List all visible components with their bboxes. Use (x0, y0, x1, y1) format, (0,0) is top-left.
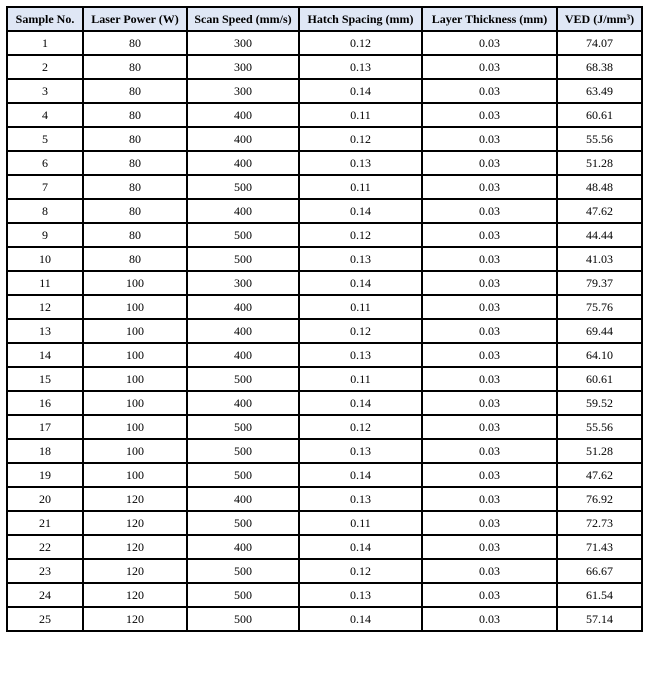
laser-power-cell: 100 (83, 343, 187, 367)
column-header-scan-speed: Scan Speed (mm/s) (187, 7, 299, 31)
table-row (7, 79, 642, 103)
layer-thickness-cell: 0.03 (422, 391, 557, 415)
scan-speed-cell: 500 (187, 439, 299, 463)
scan-speed-cell: 400 (187, 487, 299, 511)
scan-speed-cell: 500 (187, 415, 299, 439)
scan-speed-cell: 400 (187, 127, 299, 151)
ved-cell: 51.28 (557, 151, 642, 175)
table-row (7, 127, 642, 151)
hatch-spacing-cell: 0.11 (299, 175, 422, 199)
layer-thickness-cell: 0.03 (422, 271, 557, 295)
table-row (7, 415, 642, 439)
sample-no-cell: 1 (7, 31, 83, 55)
laser-power-cell: 80 (83, 103, 187, 127)
table-row (7, 271, 642, 295)
laser-power-cell: 120 (83, 487, 187, 511)
layer-thickness-cell: 0.03 (422, 439, 557, 463)
layer-thickness-cell: 0.03 (422, 607, 557, 631)
ved-cell: 55.56 (557, 127, 642, 151)
header-row (7, 7, 642, 31)
table-row (7, 247, 642, 271)
scan-speed-cell: 400 (187, 103, 299, 127)
laser-power-cell: 120 (83, 535, 187, 559)
sample-no-cell: 14 (7, 343, 83, 367)
ved-cell: 68.38 (557, 55, 642, 79)
table-row (7, 535, 642, 559)
scan-speed-cell: 300 (187, 31, 299, 55)
layer-thickness-cell: 0.03 (422, 127, 557, 151)
ved-cell: 51.28 (557, 439, 642, 463)
parameters-table-container (6, 6, 643, 632)
ved-cell: 44.44 (557, 223, 642, 247)
laser-power-cell: 100 (83, 319, 187, 343)
sample-no-cell: 25 (7, 607, 83, 631)
table-row (7, 343, 642, 367)
ved-cell: 60.61 (557, 367, 642, 391)
scan-speed-cell: 500 (187, 511, 299, 535)
hatch-spacing-cell: 0.11 (299, 295, 422, 319)
table-row (7, 391, 642, 415)
scan-speed-cell: 500 (187, 583, 299, 607)
scan-speed-cell: 400 (187, 199, 299, 223)
hatch-spacing-cell: 0.11 (299, 367, 422, 391)
laser-power-cell: 80 (83, 31, 187, 55)
sample-no-cell: 22 (7, 535, 83, 559)
scan-speed-cell: 400 (187, 295, 299, 319)
layer-thickness-cell: 0.03 (422, 415, 557, 439)
sample-no-cell: 9 (7, 223, 83, 247)
layer-thickness-cell: 0.03 (422, 343, 557, 367)
sample-no-cell: 2 (7, 55, 83, 79)
hatch-spacing-cell: 0.14 (299, 463, 422, 487)
table-row (7, 31, 642, 55)
laser-power-cell: 100 (83, 367, 187, 391)
laser-power-cell: 80 (83, 127, 187, 151)
layer-thickness-cell: 0.03 (422, 583, 557, 607)
scan-speed-cell: 400 (187, 151, 299, 175)
sample-no-cell: 19 (7, 463, 83, 487)
laser-power-cell: 80 (83, 199, 187, 223)
laser-power-cell: 100 (83, 271, 187, 295)
scan-speed-cell: 400 (187, 319, 299, 343)
sample-no-cell: 20 (7, 487, 83, 511)
scan-speed-cell: 500 (187, 175, 299, 199)
laser-power-cell: 100 (83, 295, 187, 319)
column-header-hatch-spacing: Hatch Spacing (mm) (299, 7, 422, 31)
table-row (7, 511, 642, 535)
laser-power-cell: 120 (83, 559, 187, 583)
sample-no-cell: 7 (7, 175, 83, 199)
process-parameters-table (6, 6, 643, 632)
ved-cell: 61.54 (557, 583, 642, 607)
ved-cell: 60.61 (557, 103, 642, 127)
layer-thickness-cell: 0.03 (422, 247, 557, 271)
sample-no-cell: 18 (7, 439, 83, 463)
hatch-spacing-cell: 0.14 (299, 607, 422, 631)
hatch-spacing-cell: 0.12 (299, 127, 422, 151)
table-row (7, 319, 642, 343)
ved-cell: 48.48 (557, 175, 642, 199)
laser-power-cell: 100 (83, 415, 187, 439)
ved-cell: 55.56 (557, 415, 642, 439)
layer-thickness-cell: 0.03 (422, 559, 557, 583)
layer-thickness-cell: 0.03 (422, 511, 557, 535)
laser-power-cell: 120 (83, 583, 187, 607)
hatch-spacing-cell: 0.13 (299, 439, 422, 463)
sample-no-cell: 3 (7, 79, 83, 103)
sample-no-cell: 6 (7, 151, 83, 175)
scan-speed-cell: 500 (187, 247, 299, 271)
sample-no-cell: 13 (7, 319, 83, 343)
layer-thickness-cell: 0.03 (422, 175, 557, 199)
laser-power-cell: 100 (83, 463, 187, 487)
sample-no-cell: 5 (7, 127, 83, 151)
table-row (7, 103, 642, 127)
table-body (7, 31, 642, 631)
sample-no-cell: 11 (7, 271, 83, 295)
layer-thickness-cell: 0.03 (422, 151, 557, 175)
layer-thickness-cell: 0.03 (422, 55, 557, 79)
sample-no-cell: 15 (7, 367, 83, 391)
layer-thickness-cell: 0.03 (422, 223, 557, 247)
laser-power-cell: 80 (83, 247, 187, 271)
hatch-spacing-cell: 0.11 (299, 103, 422, 127)
ved-cell: 69.44 (557, 319, 642, 343)
ved-cell: 47.62 (557, 199, 642, 223)
layer-thickness-cell: 0.03 (422, 367, 557, 391)
scan-speed-cell: 500 (187, 559, 299, 583)
table-row (7, 151, 642, 175)
ved-cell: 71.43 (557, 535, 642, 559)
layer-thickness-cell: 0.03 (422, 79, 557, 103)
ved-cell: 74.07 (557, 31, 642, 55)
hatch-spacing-cell: 0.13 (299, 151, 422, 175)
hatch-spacing-cell: 0.12 (299, 31, 422, 55)
ved-cell: 63.49 (557, 79, 642, 103)
laser-power-cell: 80 (83, 79, 187, 103)
table-row (7, 223, 642, 247)
scan-speed-cell: 300 (187, 55, 299, 79)
table-header (7, 7, 642, 31)
layer-thickness-cell: 0.03 (422, 487, 557, 511)
column-header-laser-power: Laser Power (W) (83, 7, 187, 31)
sample-no-cell: 4 (7, 103, 83, 127)
sample-no-cell: 23 (7, 559, 83, 583)
scan-speed-cell: 500 (187, 223, 299, 247)
table-row (7, 295, 642, 319)
column-header-layer-thickness: Layer Thickness (mm) (422, 7, 557, 31)
hatch-spacing-cell: 0.12 (299, 559, 422, 583)
sample-no-cell: 17 (7, 415, 83, 439)
hatch-spacing-cell: 0.12 (299, 319, 422, 343)
column-header-ved: VED (J/mm³) (557, 7, 642, 31)
table-row (7, 439, 642, 463)
layer-thickness-cell: 0.03 (422, 199, 557, 223)
ved-cell: 47.62 (557, 463, 642, 487)
laser-power-cell: 80 (83, 223, 187, 247)
ved-cell: 79.37 (557, 271, 642, 295)
table-row (7, 559, 642, 583)
scan-speed-cell: 300 (187, 79, 299, 103)
scan-speed-cell: 500 (187, 607, 299, 631)
laser-power-cell: 80 (83, 55, 187, 79)
table-row (7, 175, 642, 199)
layer-thickness-cell: 0.03 (422, 319, 557, 343)
scan-speed-cell: 400 (187, 391, 299, 415)
hatch-spacing-cell: 0.14 (299, 79, 422, 103)
laser-power-cell: 120 (83, 511, 187, 535)
hatch-spacing-cell: 0.14 (299, 199, 422, 223)
sample-no-cell: 24 (7, 583, 83, 607)
layer-thickness-cell: 0.03 (422, 31, 557, 55)
hatch-spacing-cell: 0.14 (299, 535, 422, 559)
layer-thickness-cell: 0.03 (422, 295, 557, 319)
ved-cell: 59.52 (557, 391, 642, 415)
ved-cell: 66.67 (557, 559, 642, 583)
hatch-spacing-cell: 0.14 (299, 271, 422, 295)
hatch-spacing-cell: 0.13 (299, 583, 422, 607)
layer-thickness-cell: 0.03 (422, 535, 557, 559)
table-row (7, 607, 642, 631)
table-row (7, 583, 642, 607)
ved-cell: 72.73 (557, 511, 642, 535)
column-header-sample-no: Sample No. (7, 7, 83, 31)
sample-no-cell: 21 (7, 511, 83, 535)
laser-power-cell: 100 (83, 439, 187, 463)
hatch-spacing-cell: 0.13 (299, 343, 422, 367)
sample-no-cell: 8 (7, 199, 83, 223)
layer-thickness-cell: 0.03 (422, 103, 557, 127)
sample-no-cell: 16 (7, 391, 83, 415)
laser-power-cell: 80 (83, 175, 187, 199)
table-row (7, 463, 642, 487)
layer-thickness-cell: 0.03 (422, 463, 557, 487)
table-row (7, 367, 642, 391)
ved-cell: 64.10 (557, 343, 642, 367)
hatch-spacing-cell: 0.13 (299, 247, 422, 271)
scan-speed-cell: 500 (187, 367, 299, 391)
table-row (7, 199, 642, 223)
hatch-spacing-cell: 0.13 (299, 487, 422, 511)
laser-power-cell: 100 (83, 391, 187, 415)
hatch-spacing-cell: 0.14 (299, 391, 422, 415)
scan-speed-cell: 400 (187, 343, 299, 367)
ved-cell: 57.14 (557, 607, 642, 631)
laser-power-cell: 80 (83, 151, 187, 175)
ved-cell: 75.76 (557, 295, 642, 319)
sample-no-cell: 10 (7, 247, 83, 271)
scan-speed-cell: 400 (187, 535, 299, 559)
hatch-spacing-cell: 0.11 (299, 511, 422, 535)
hatch-spacing-cell: 0.12 (299, 223, 422, 247)
table-row (7, 487, 642, 511)
scan-speed-cell: 500 (187, 463, 299, 487)
laser-power-cell: 120 (83, 607, 187, 631)
hatch-spacing-cell: 0.12 (299, 415, 422, 439)
table-row (7, 55, 642, 79)
ved-cell: 76.92 (557, 487, 642, 511)
hatch-spacing-cell: 0.13 (299, 55, 422, 79)
scan-speed-cell: 300 (187, 271, 299, 295)
sample-no-cell: 12 (7, 295, 83, 319)
ved-cell: 41.03 (557, 247, 642, 271)
